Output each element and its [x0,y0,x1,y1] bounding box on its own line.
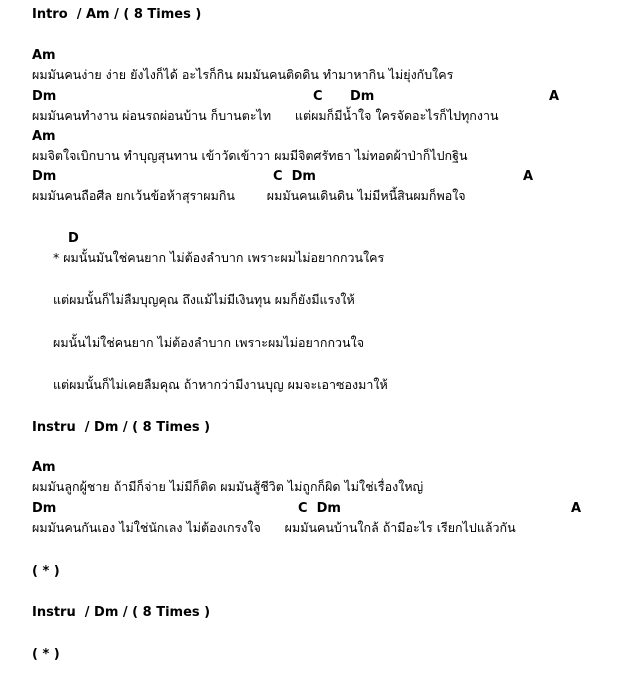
chorus-line: แต่ผมนั้นก็ไม่ลืมบุญคุณ ถึงแม้ไม่มีเงินทุน ผมก็ยังมีแรงให้ [53,292,355,307]
chord: C Dm [298,501,341,516]
chorus-line: * ผมนั้นมันใช่คนยาก ไม่ต้องลำบาก เพราะผมไม่อยากกวนใคร [53,250,385,265]
intro-line: Intro / Am / ( 8 Times ) [32,7,202,22]
lyric-line: ผมมันคนทำงาน ผ่อนรถผ่อนบ้าน ก็บานตะไท แต่ผมก็มีน้ำใจ ใครจัดอะไรก็ไปทุกงาน [32,108,499,123]
chord: D [68,231,79,246]
repeat-marker: ( * ) [32,564,60,579]
repeat-marker: ( * ) [32,647,60,662]
chord: C Dm [273,169,316,184]
chord: C [313,89,323,104]
chord: A [523,169,534,184]
chord-line: Am [32,48,56,63]
chord: A [549,89,560,104]
lyric-line: ผมมันคนกันเอง ไม่ใช่นักเลง ไม่ต้องเกรงใจ ผมมันคนบ้านใกล้ ถ้ามีอะไร เรียกไปแล้วกัน [32,520,516,535]
chord: Dm [32,501,57,516]
chord-line: Am [32,129,56,144]
lyric-line: ผมจิตใจเบิกบาน ทำบุญสุนทาน เข้าวัดเข้าวา ผมมีจิตศรัทธา ไม่ทอดผ้าป่าก็ไปกฐิน [32,148,468,163]
chord: Dm [32,89,57,104]
chord: Dm [32,169,57,184]
lyric-line: ผมมันคนถือศีล ยกเว้นข้อห้าสุราผมกิน ผมมันคนเดินดิน ไม่มีหนี้สินผมก็พอใจ [32,188,466,203]
chord: A [571,501,582,516]
chord: Dm [350,89,375,104]
lyric-line: ผมมันคนง่าย ง่าย ยังไงก็ได้ อะไรก็กิน ผมมันคนติดดิน ทำมาหากิน ไม่ยุ่งกับใคร [32,67,454,82]
chorus-line: แต่ผมนั้นก็ไม่เคยลืมคุณ ถ้าหากว่ามีงานบุญ ผมจะเอาซองมาให้ [53,377,388,392]
instru-line: Instru / Dm / ( 8 Times ) [32,420,211,435]
chorus-line: ผมนั้นไม่ใช่คนยาก ไม่ต้องลำบาก เพราะผมไม่อยากกวนใจ [53,335,365,350]
lyric-line: ผมมันลูกผู้ชาย ถ้ามีก็จ่าย ไม่มีก็ติด ผมมันสู้ชีวิต ไม่ถูกก็ผิด ไม่ใช่เรื่องใหญ่ [32,479,424,494]
instru-line: Instru / Dm / ( 8 Times ) [32,605,211,620]
chord-line: Am [32,460,56,475]
